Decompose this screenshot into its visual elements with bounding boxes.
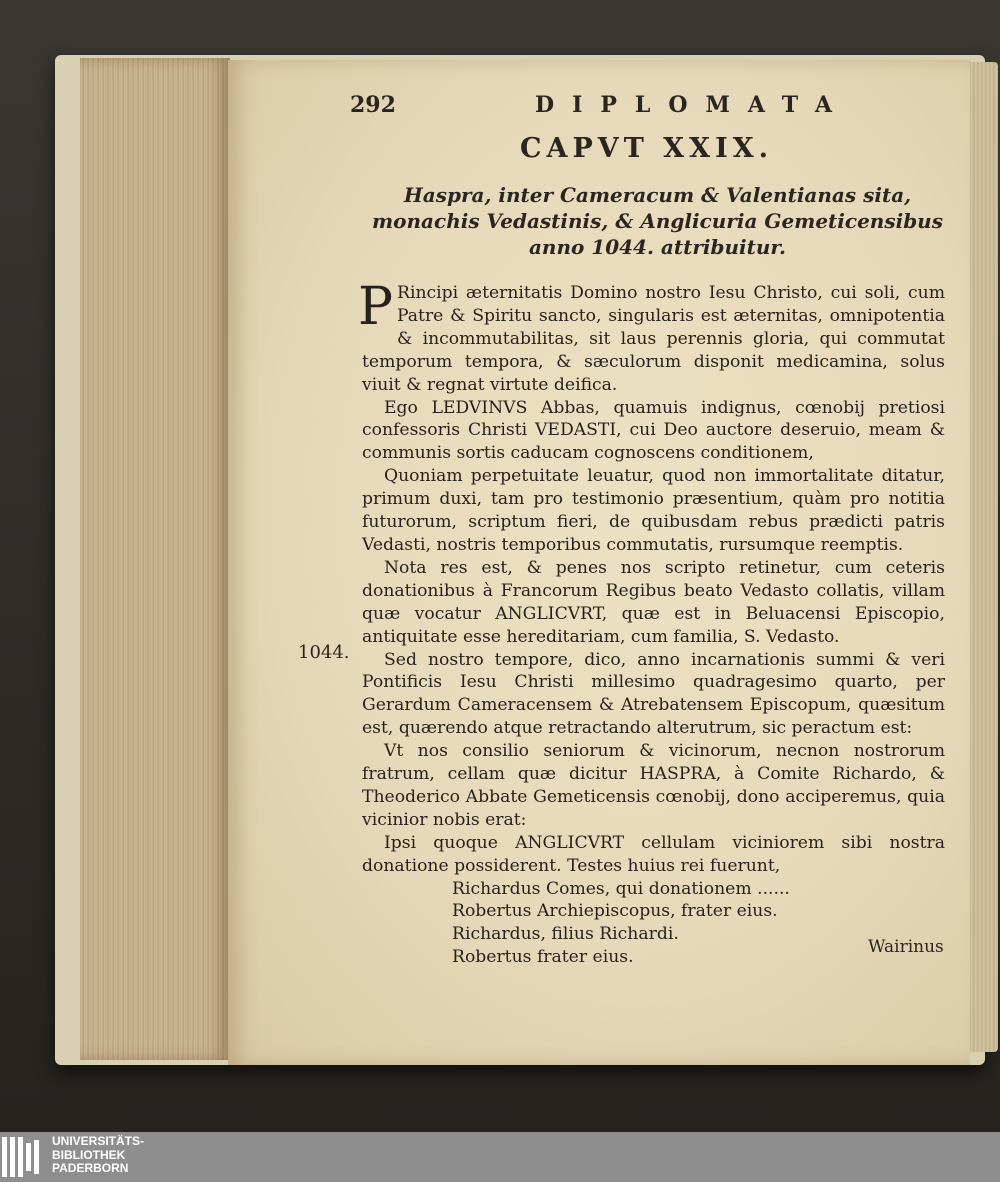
witness-item: Robertus frater eius. <box>452 947 634 968</box>
body-text <box>358 277 945 969</box>
catchword: Wairinus <box>868 937 944 957</box>
library-footer <box>0 1132 1000 1182</box>
witness-item: Robertus Archiepiscopus, frater eius. <box>452 901 778 922</box>
library-name: UNIVERSITÄTS- BIBLIOTHEK PADERBORN <box>52 1134 145 1175</box>
document-title: Haspra, inter Cameracum & Valentianas sita, monachis Vedastinis, & Anglicuria Gemeticensibus anno 1044. attribuitur. <box>372 183 943 259</box>
running-head-title: DIPLOMATA <box>535 92 851 118</box>
paragraph: Sed nostro tempore, dico, anno incarnationis summi & veri Pontificis Iesu Christi millesimo quadragesimo quarto, per Gerardum Cameracensem & Atrebatensem Episcopum, quæsitum est, quærendo atque retractando alterutrum, sic peractum est: <box>362 649 945 739</box>
margin-date: 1044. <box>298 642 350 663</box>
page-edges-right <box>968 62 998 1052</box>
page-edges-left <box>80 58 230 1060</box>
witness-item: Richardus, filius Richardi. <box>452 924 679 945</box>
drop-cap: P <box>358 277 393 337</box>
paragraph: Quoniam perpetuitate leuatur, quod non immortalitate ditatur, primum duxi, tam pro testimonio præsentium, quàm pro notitia futurorum, scriptum fieri, de quibusdam rebus prædicti patris Vedasti, nostris temporibus commutatis, rursumque reemptis. <box>362 466 945 555</box>
witness-list <box>362 878 945 970</box>
paragraph: Vt nos consilio seniorum & vicinorum, necnon nostrorum fratrum, cellam quæ dicitur HASPRA, à Comite Richardo, & Theoderico Abbate Gemeticensis cœnobij, dono acciperemus, quia vicinior nobis erat: <box>362 741 945 830</box>
page-number: 292 <box>350 92 396 118</box>
paragraph: Ipsi quoque ANGLICVRT cellulam viciniorem sibi nostra donatione possiderent. Testes huius rei fuerunt, <box>362 832 945 876</box>
chapter-heading: CAPVT XXIX. <box>520 133 774 164</box>
witness-item: Richardus Comes, qui donationem ...... <box>452 878 790 899</box>
paragraph: P Rincipi æternitatis Domino nostro Iesu Christo, cui soli, cum Patre & Spiritu sancto, singularis est æternitas, omnipotentia & incommutabilitas, sit laus perennis gloria, qui commutat temporum tempora, & sæculorum disponit medicamina, solus viuit & regnat virtute deifica. <box>358 277 945 395</box>
paragraph: Ego LEDVINVS Abbas, quamuis indignus, cœnobij pretiosi confessoris Christi VEDASTI, cui Deo auctore deseruio, meam & communis sortis caducam cognoscens conditionem, <box>362 397 945 464</box>
paragraph: Nota res est, & penes nos scripto retinetur, cum ceteris donationibus à Francorum Regibus beato Vedasto collatis, villam quæ vocatur ANGLICVRT, quæ est in Beluacensi Episcopio, antiquitate esse hereditariam, cum familia, S. Vedasto. <box>362 557 945 647</box>
library-logo-icon <box>2 1137 42 1177</box>
